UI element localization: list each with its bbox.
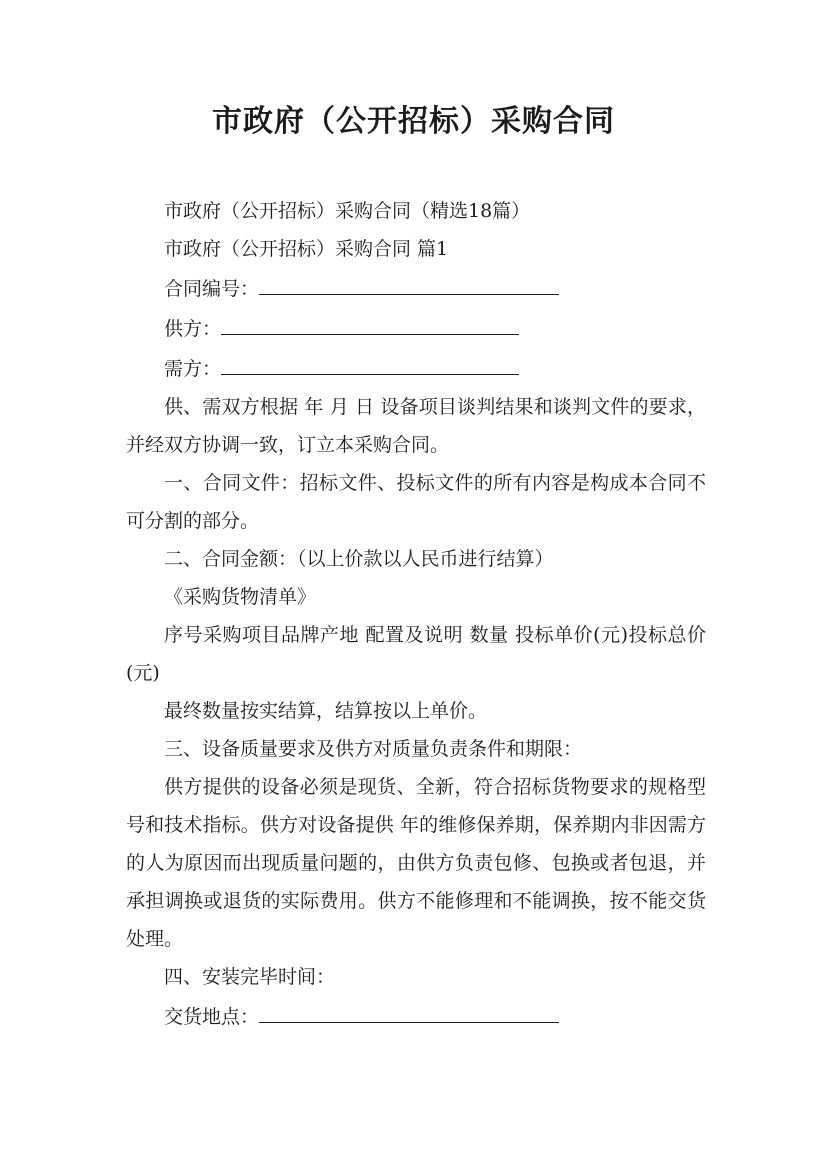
delivery-place-label: 交货地点： [164,1006,260,1028]
section-1-paragraph: 一、合同文件：招标文件、投标文件的所有内容是构成本合同不可分割的部分。 [126,472,706,532]
buyer-line [126,348,706,388]
supplier-line [126,308,706,348]
delivery-place-line [126,996,706,1036]
delivery-place-blank [259,996,559,1023]
intro-paragraph: 供、需双方根据 年 月 日 设备项目谈判结果和谈判文件的要求，并经双方协调一致，订立本采购合同。 [126,396,706,456]
document-body [126,192,706,1036]
quality-paragraph: 供方提供的设备必须是现货、全新，符合招标货物要求的规格型号和技术指标。供方对设备提供 年的维修保养期，保养期内非因需方的人为原因而出现质量问题的，由供方负责包修、包换或者包退，并承担调换或退货的实际费用。供方不能修理和不能调换，按不能交货处理。 [126,776,706,950]
buyer-blank [221,348,519,375]
document-title: 市政府（公开招标）采购合同 [212,104,615,139]
article-heading: 市政府（公开招标）采购合同 篇1 [164,238,449,260]
goods-table-header: 序号采购项目品牌产地 配置及说明 数量 投标单价(元)投标总价(元) [126,624,706,684]
contract-number-blank [259,268,559,295]
goods-list-title: 《采购货物清单》 [164,586,317,608]
supplier-blank [221,308,519,335]
contract-number-label: 合同编号： [164,278,260,300]
section-4-heading: 四、安装完毕时间： [164,966,336,988]
section-3-heading: 三、设备质量要求及供方对质量负责条件和期限： [164,738,583,760]
supplier-label: 供方： [164,318,222,340]
document-subtitle: 市政府（公开招标）采购合同（精选18篇） [164,200,531,222]
buyer-label: 需方： [164,358,222,380]
contract-number-line [126,268,706,308]
settlement-paragraph: 最终数量按实结算，结算按以上单价。 [164,700,488,722]
section-2-heading: 二、合同金额：（以上价款以人民币进行结算） [164,548,554,570]
